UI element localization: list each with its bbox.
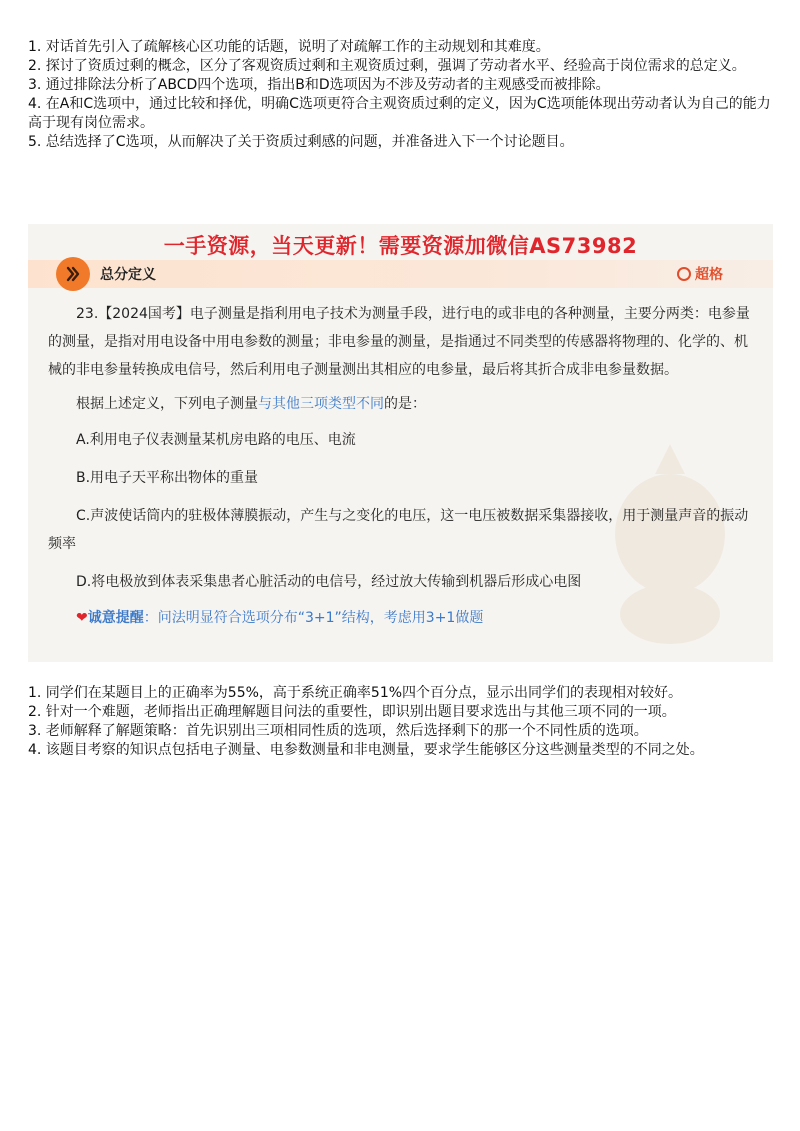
question-content [48, 300, 753, 630]
prompt-before: 根据上述定义，下列电子测量 [76, 396, 258, 412]
promo-banner: 一手资源，当天更新！需要资源加微信AS73982 [163, 234, 638, 258]
brand-logo-icon [677, 267, 691, 281]
heart-icon: ❤ [76, 610, 88, 626]
option-c: C.声波使话筒内的驻极体薄膜振动，产生与之变化的电压，这一电压被数据采集器接收，用于测量声音的振动频率 [48, 508, 749, 552]
chevron-right-icon [56, 257, 90, 291]
tip-reminder [48, 606, 753, 630]
summary-notes-top [28, 38, 776, 152]
prompt-after: 的是： [384, 396, 426, 412]
lecture-slide [28, 224, 773, 662]
note-item: 1. 对话首先引入了疏解核心区功能的话题，说明了对疏解工作的主动规划和其难度。 [28, 39, 550, 55]
option-d: D.将电极放到体表采集患者心脏活动的电信号，经过放大传输到机器后形成心电图 [76, 574, 582, 590]
tip-label: 诚意提醒 [87, 610, 144, 626]
option-a: A.利用电子仪表测量某机房电路的电压、电流 [76, 432, 356, 448]
section-title: 总分定义 [100, 267, 156, 283]
brand-name: 超格 [695, 267, 723, 283]
note-item: 3. 老师解释了解题策略：首先识别出三项相同性质的选项，然后选择剩下的那一个不同性质的选项。 [28, 723, 648, 739]
question-prompt [48, 392, 753, 416]
note-item: 2. 探讨了资质过剩的概念，区分了客观资质过剩和主观资质过剩，强调了劳动者水平、经验高于岗位需求的总定义。 [28, 58, 746, 74]
note-item: 1. 同学们在某题目上的正确率为55%，高于系统正确率51%四个百分点，显示出同学们的表现相对较好。 [28, 685, 683, 701]
note-item: 5. 总结选择了C选项，从而解决了关于资质过剩感的问题，并准备进入下一个讨论题目。 [28, 134, 574, 150]
note-item: 3. 通过排除法分析了ABCD四个选项，指出B和D选项因为不涉及劳动者的主观感受而被排除。 [28, 77, 610, 93]
note-item: 4. 在A和C选项中，通过比较和择优，明确C选项更符合主观资质过剩的定义，因为C选项能体现出劳动者认为自己的能力高于现有岗位需求。 [28, 96, 771, 131]
option-b: B.用电子天平称出物体的重量 [76, 470, 259, 486]
note-item: 4. 该题目考察的知识点包括电子测量、电参数测量和非电测量，要求学生能够区分这些测量类型的不同之处。 [28, 742, 704, 758]
prompt-highlight: 与其他三项类型不同 [258, 396, 384, 412]
tip-text: ：问法明显符合选项分布“3+1”结构，考虑用3+1做题 [143, 610, 484, 626]
summary-notes-bottom [28, 684, 776, 760]
question-text: 23.【2024国考】电子测量是指利用电子技术为测量手段，进行电的或非电的各种测量，主要分两类：电参量的测量，是指对用电设备中用电参数的测量；非电参量的测量，是指通过不同类型的传感器将物理的、化学的、机械的非电参量转换成电信号，然后利用电子测量测出其相应的电参量，最后将其折合成非电参量数据。 [48, 306, 750, 378]
brand-logo [677, 264, 723, 284]
note-item: 2. 针对一个难题，老师指出正确理解题目问法的重要性，即识别出题目要求选出与其他三项不同的一项。 [28, 704, 676, 720]
